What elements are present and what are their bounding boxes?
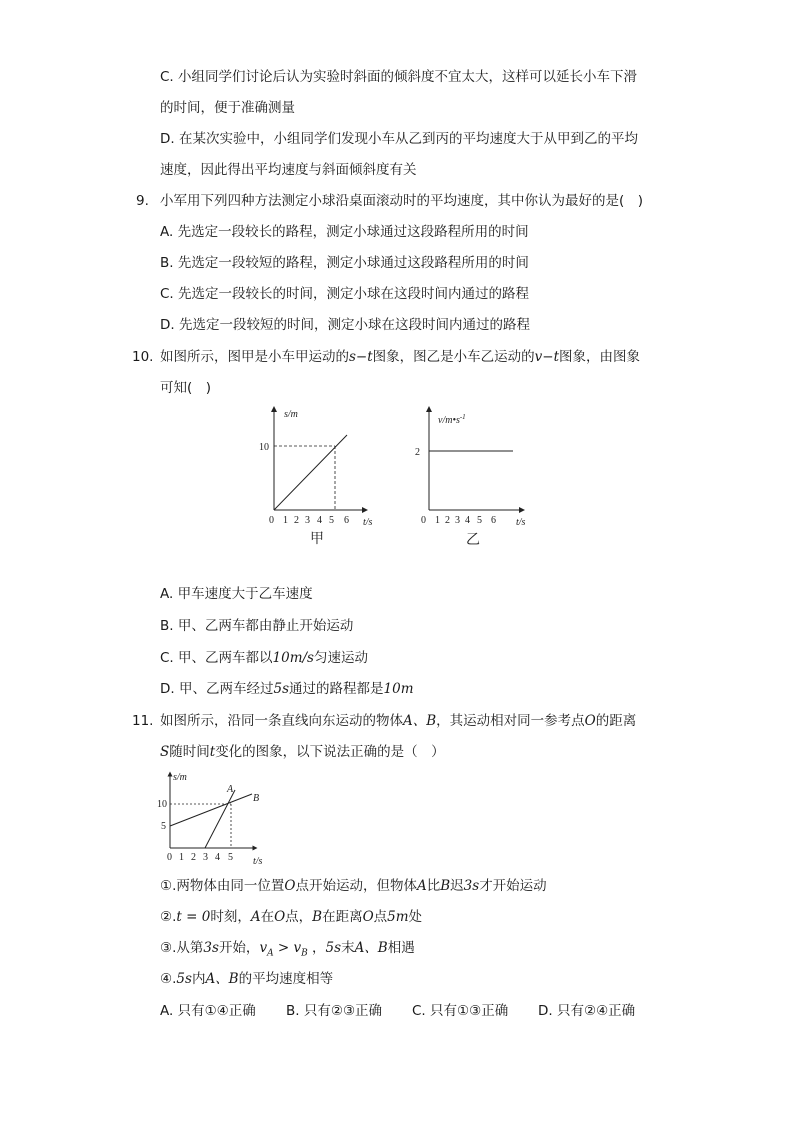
graph-jia-xtick-3: 3 <box>305 515 310 526</box>
graph-yi-xtick-6: 6 <box>491 515 496 526</box>
graph-ab-ytick-5: 5 <box>161 821 166 832</box>
graph-yi-caption: 乙 <box>466 532 480 548</box>
q11-number: 11. <box>132 713 154 729</box>
graph-ab-xtick-1: 1 <box>179 852 184 863</box>
q11-option-d: D. 只有②④正确 <box>538 1003 636 1019</box>
q8-option-d-line1: D. 在某次实验中，小组同学们发现小车从乙到丙的平均速度大于从甲到乙的平均 <box>160 131 638 147</box>
graph-yi-xtick-3: 3 <box>455 515 460 526</box>
q11-stem-line2: S随时间t变化的图象，以下说法正确的是（ ） <box>160 744 445 760</box>
q9-option-d: D. 先选定一段较短的时间，测定小球在这段时间内通过的路程 <box>160 317 530 333</box>
graph-ab-xtick-3: 3 <box>203 852 208 863</box>
q9-option-c: C. 先选定一段较长的时间，测定小球在这段时间内通过的路程 <box>160 286 530 302</box>
graph-ab-label-b: B <box>253 793 260 804</box>
q9-option-a: A. 先选定一段较长的路程，测定小球通过这段路程所用的时间 <box>160 224 529 240</box>
graph-yi-xtick-1: 1 <box>435 515 440 526</box>
q10-option-c: C. 甲、乙两车都以10m/s匀速运动 <box>160 650 368 666</box>
graph-ab-xlabel: t/s <box>253 856 263 867</box>
q11-statement-1: ①.两物体由同一位置O点开始运动，但物体A比B迟3s才开始运动 <box>160 878 547 894</box>
graph-jia-ytick: 10 <box>259 442 269 453</box>
graph-jia-xtick-2: 2 <box>294 515 299 526</box>
graph-ab-line-a <box>205 790 235 848</box>
q8-option-d-line2: 速度，因此得出平均速度与斜面倾斜度有关 <box>160 162 417 178</box>
graph-ab-xtick-4: 4 <box>215 852 220 863</box>
graph-jia-xtick-6: 6 <box>344 515 349 526</box>
graph-yi-xlabel: t/s <box>516 517 526 528</box>
graph-ab-xtick-2: 2 <box>191 852 196 863</box>
graph-yi-ytick: 2 <box>415 447 420 458</box>
graph-yi-xtick-5: 5 <box>477 515 482 526</box>
graph-ab-ylabel: s/m <box>173 772 187 783</box>
q9-stem: 小军用下列四种方法测定小球沿桌面滚动时的平均速度，其中你认为最好的是( ) <box>160 193 644 209</box>
graph-ab-line-b <box>170 794 252 826</box>
q10-stem-line2: 可知( ) <box>160 380 212 396</box>
graph-yi-xtick-4: 4 <box>465 515 470 526</box>
q11-statement-2: ②.t = 0时刻，A在O点，B在距离O点5m处 <box>160 909 423 925</box>
graph-jia-xlabel: t/s <box>363 517 373 528</box>
graph-yi-xtick-2: 2 <box>445 515 450 526</box>
q8-option-c-line2: 的时间，便于准确测量 <box>160 100 295 116</box>
q11-statement-4: ④.5s内A、B的平均速度相等 <box>160 971 334 987</box>
q11-option-a: A. 只有①④正确 <box>160 1003 256 1019</box>
q10-stem-line1: 如图所示，图甲是小车甲运动的s−t图象，图乙是小车乙运动的v−t图象，由图象 <box>160 349 641 365</box>
q9-number: 9. <box>136 193 149 209</box>
q10-number: 10. <box>132 349 154 365</box>
graph-yi <box>410 405 540 550</box>
graph-ab-xtick-0: 0 <box>167 852 172 863</box>
q10-option-a: A. 甲车速度大于乙车速度 <box>160 586 313 602</box>
q9-option-b: B. 先选定一段较短的路程，测定小球通过这段路程所用的时间 <box>160 255 529 271</box>
graph-ab-label-a: A <box>227 784 234 795</box>
graph-yi-xtick-0: 0 <box>421 515 426 526</box>
graph-jia-xtick-0: 0 <box>269 515 274 526</box>
graph-jia-xtick-1: 1 <box>283 515 288 526</box>
q11-option-c: C. 只有①③正确 <box>412 1003 509 1019</box>
graph-ab-xtick-5: 5 <box>228 852 233 863</box>
graph-jia-ylabel: s/m <box>284 409 298 420</box>
graph-jia-xtick-4: 4 <box>317 515 322 526</box>
q10-option-b: B. 甲、乙两车都由静止开始运动 <box>160 618 354 634</box>
graph-jia-xtick-5: 5 <box>329 515 334 526</box>
graph-jia-caption: 甲 <box>310 531 324 547</box>
q11-stem-line1: 如图所示，沿同一条直线向东运动的物体A、B，其运动相对同一参考点O的距离 <box>160 713 637 729</box>
graph-yi-ylabel: $v/m•s^{-1}$ <box>438 413 466 426</box>
graph-ab-ytick-10: 10 <box>157 799 167 810</box>
q11-options <box>160 1001 635 1021</box>
q11-option-b: B. 只有②③正确 <box>286 1003 383 1019</box>
q8-option-c-line1: C. 小组同学们讨论后认为实验时斜面的倾斜度不宜太大，这样可以延长小车下滑 <box>160 69 638 85</box>
graph-ab <box>155 770 270 870</box>
q10-option-d: D. 甲、乙两车经过5s通过的路程都是10m <box>160 681 414 697</box>
q11-statement-3: ③.从第3s开始，$v_A > v_B$ ，5s末A、B相遇 <box>160 940 415 959</box>
graph-jia <box>255 405 385 550</box>
